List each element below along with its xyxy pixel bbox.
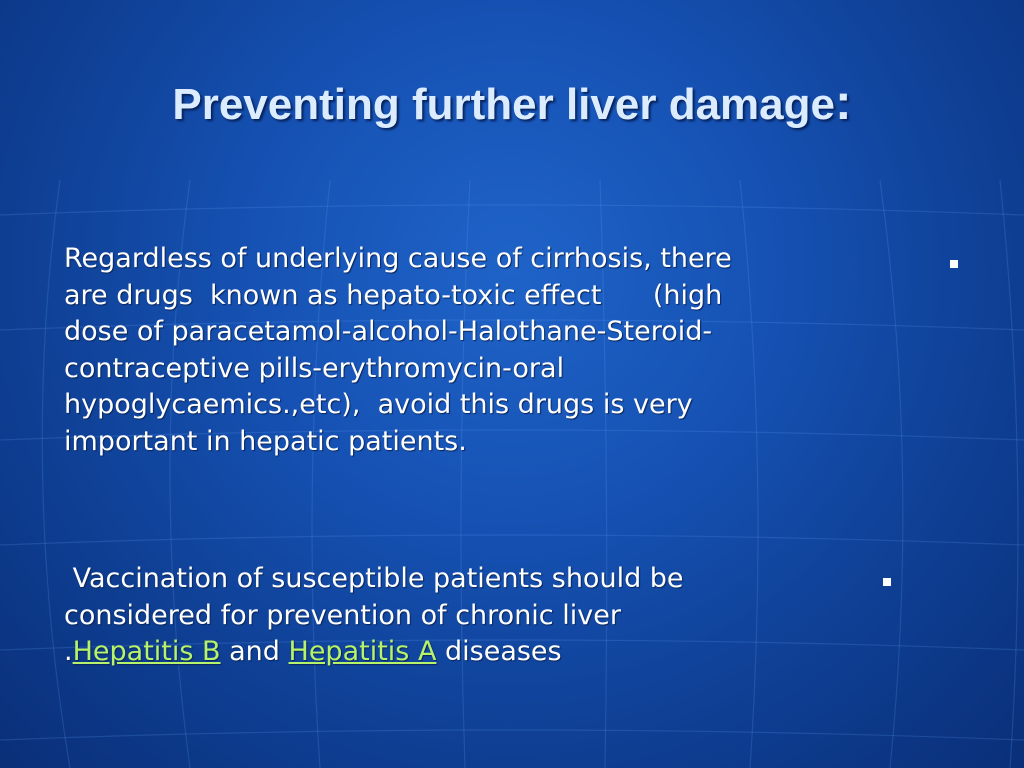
bullet-1-line-3: dose of paracetamol-alcohol-Halothane-Steroid- (64, 316, 713, 347)
hepatitis-b-link[interactable]: Hepatitis B (72, 636, 221, 667)
slide-title-colon: : (835, 74, 852, 130)
bullet-1-line-4: contraceptive pills-erythromycin-oral (64, 352, 565, 384)
bullet-vaccination (64, 561, 884, 671)
bullet-2-line-3-prefix: . (64, 636, 73, 667)
bullet-1-line-5: hypoglycaemics.,etc), avoid this drugs is very (64, 389, 693, 420)
bullet-drug-avoidance (64, 241, 944, 460)
bullet-2-line-2: considered for prevention of chronic liver (64, 599, 621, 631)
hepatitis-a-link[interactable]: Hepatitis A (288, 636, 437, 667)
bullet-1-line-6: important in hepatic patients. (64, 425, 467, 457)
bullet-2-line-3 (64, 634, 884, 671)
bullet-2-line-1: Vaccination of susceptible patients should be (64, 563, 684, 594)
square-bullet-icon (883, 578, 891, 586)
square-bullet-icon (950, 260, 958, 268)
bullet-2-line-3-suffix: diseases (436, 636, 562, 667)
slide-title (0, 72, 1024, 135)
slide-title-text: Preventing further liver damage (172, 80, 835, 129)
bullet-1-line-2: are drugs known as hepato-toxic effect (high (64, 279, 723, 311)
bullet-2-connector: and (220, 636, 289, 667)
bullet-1-line-1: Regardless of underlying cause of cirrhosis, there (64, 243, 732, 274)
